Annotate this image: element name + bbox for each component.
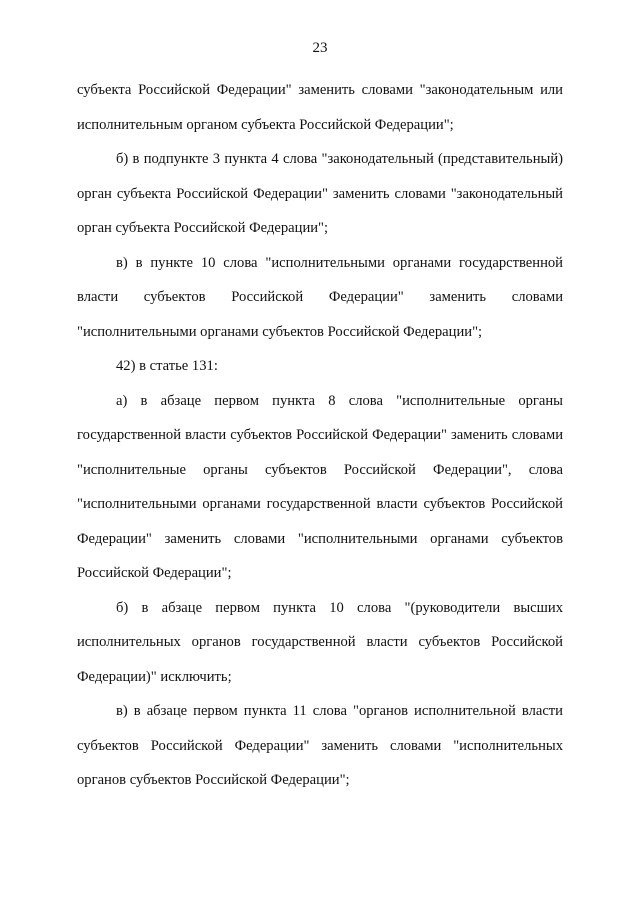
- paragraph-item-b-point-10: б) в абзаце первом пункта 10 слова "(руководители высших исполнительных органов государственной власти субъектов Российской Федерации)" исключить;: [77, 599, 563, 685]
- paragraph-item-b-subparagraph-3: б) в подпункте 3 пункта 4 слова "законодательный (представительный) орган субъекта Российской Федерации" заменить словами "законодательный орган субъекта Российской Федерации";: [77, 151, 563, 236]
- paragraph-continuation: субъекта Российской Федерации" заменить словами "законодательным или исполнительным органом субъекта Российской Федерации";: [77, 82, 563, 133]
- paragraph-item-v-point-11: в) в абзаце первом пункта 11 слова "органов исполнительной власти субъектов Российской Федерации" заменить словами "исполнительных органов субъектов Российской Федерации";: [77, 703, 563, 788]
- page-number: 23: [312, 40, 328, 56]
- paragraph-item-v-point-10: в) в пункте 10 слова "исполнительными органами государственной власти субъектов Российской Федерации" заменить словами "исполнительными органами субъектов Российской Федерации";: [77, 254, 563, 340]
- document-body: [77, 73, 563, 798]
- paragraph-article-131-heading: 42) в статье 131:: [116, 358, 218, 374]
- paragraph-item-a-point-8: а) в абзаце первом пункта 8 слова "исполнительные органы государственной власти субъектов Российской Федерации" заменить словами "исполнительные органы субъектов Российской Федерации", слова "исполнительными органами государственной власти субъектов Российской Федерации" заменить словами "исполнительными органами субъектов Российской Федерации";: [77, 392, 563, 581]
